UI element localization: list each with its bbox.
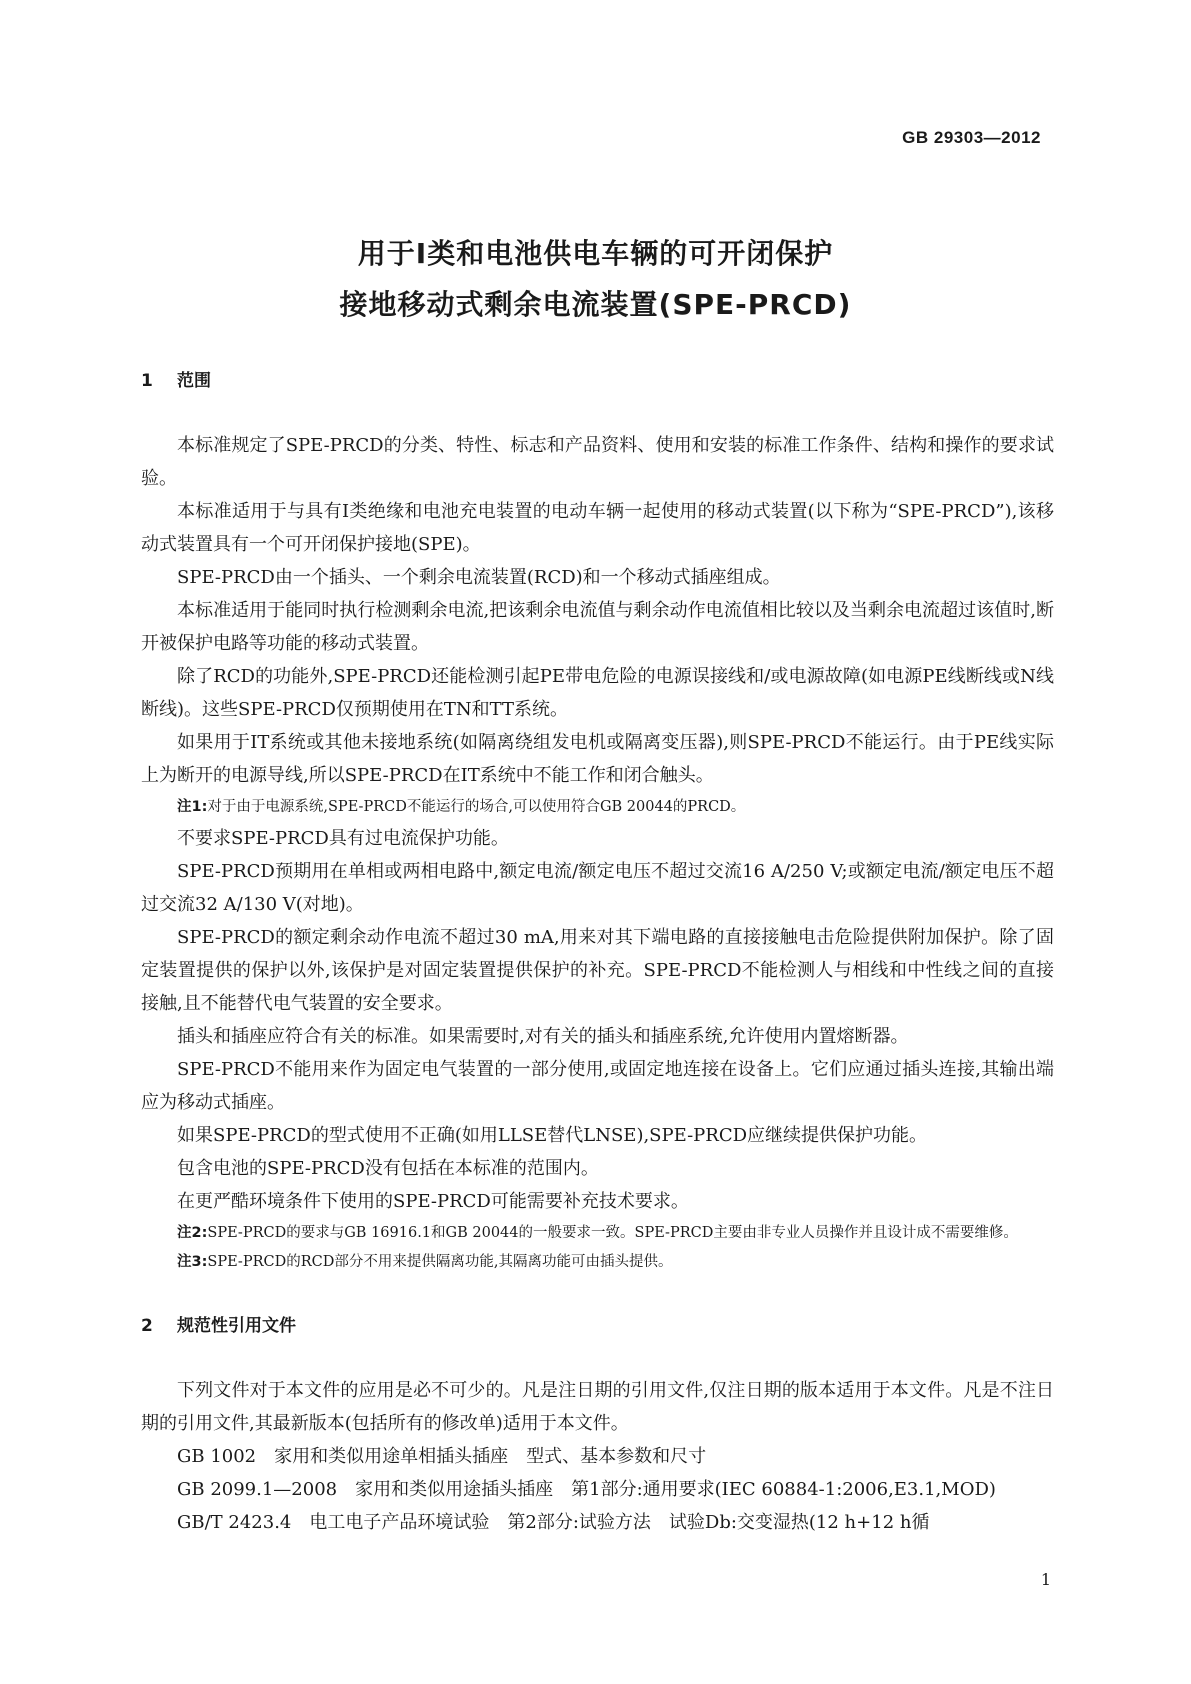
note-text: SPE-PRCD的要求与GB 16916.1和GB 20044的一般要求一致。SPE-PRCD主要由非专业人员操作并且设计成不需要维修。 [207, 1225, 1018, 1241]
document-title [0, 228, 1191, 330]
section-heading-normative-references [141, 1310, 1054, 1343]
note-text: 对于由于电源系统,SPE-PRCD不能运行的场合,可以使用符合GB 20044的PRCD。 [207, 799, 746, 815]
page-number: 1 [1040, 1570, 1051, 1589]
paragraph: SPE-PRCD由一个插头、一个剩余电流装置(RCD)和一个移动式插座组成。 [177, 567, 781, 588]
standard-code: GB 29303—2012 [902, 128, 1041, 147]
paragraph: 不要求SPE-PRCD具有过电流保护功能。 [177, 828, 509, 849]
note-label: 注2: [177, 1225, 208, 1241]
section-heading-scope [141, 365, 1054, 398]
paragraph: SPE-PRCD不能用来作为固定电气装置的一部分使用,或固定地连接在设备上。它们应通过插头连接,其输出端应为移动式插座。 [141, 1059, 1054, 1113]
paragraph: SPE-PRCD的额定剩余动作电流不超过30 mA,用来对其下端电路的直接接触电击危险提供附加保护。除了固定装置提供的保护以外,该保护是对固定装置提供保护的补充。SPE-PRCD不能检测人与相线和中性线之间的直接接触,且不能替代电气装置的安全要求。 [141, 927, 1054, 1014]
note-2 [141, 1219, 1054, 1247]
document-body [141, 365, 1054, 1539]
note-text: SPE-PRCD的RCD部分不用来提供隔离功能,其隔离功能可由插头提供。 [207, 1254, 673, 1270]
section-title: 范围 [177, 371, 211, 391]
paragraph: 如果SPE-PRCD的型式使用不正确(如用LLSE替代LNSE),SPE-PRCD应继续提供保护功能。 [177, 1125, 928, 1146]
paragraph: 插头和插座应符合有关的标准。如果需要时,对有关的插头和插座系统,允许使用内置熔断器。 [177, 1026, 909, 1047]
paragraph: 除了RCD的功能外,SPE-PRCD还能检测引起PE带电危险的电源误接线和/或电源故障(如电源PE线断线或N线断线)。这些SPE-PRCD仅预期使用在TN和TT系统。 [141, 666, 1054, 720]
section-number: 2 [141, 1316, 153, 1336]
paragraph: 本标准适用于能同时执行检测剩余电流,把该剩余电流值与剩余动作电流值相比较以及当剩余电流超过该值时,断开被保护电路等功能的移动式装置。 [141, 600, 1054, 654]
note-1 [141, 793, 1054, 821]
reference-item: GB 2099.1—2008 家用和类似用途插头插座 第1部分:通用要求(IEC 60884-1:2006,E3.1,MOD) [177, 1479, 996, 1500]
paragraph: 下列文件对于本文件的应用是必不可少的。凡是注日期的引用文件,仅注日期的版本适用于本文件。凡是不注日期的引用文件,其最新版本(包括所有的修改单)适用于本文件。 [141, 1380, 1054, 1434]
reference-item: GB 1002 家用和类似用途单相插头插座 型式、基本参数和尺寸 [177, 1446, 707, 1467]
note-label: 注1: [177, 799, 208, 815]
title-line-1: 用于Ⅰ类和电池供电车辆的可开闭保护 [357, 237, 834, 270]
paragraph: 包含电池的SPE-PRCD没有包括在本标准的范围内。 [177, 1158, 599, 1179]
paragraph: 在更严酷环境条件下使用的SPE-PRCD可能需要补充技术要求。 [177, 1191, 689, 1212]
section-number: 1 [141, 371, 153, 391]
section-title: 规范性引用文件 [177, 1316, 296, 1336]
note-label: 注3: [177, 1254, 208, 1270]
paragraph: SPE-PRCD预期用在单相或两相电路中,额定电流/额定电压不超过交流16 A/250 V;或额定电流/额定电压不超过交流32 A/130 V(对地)。 [141, 861, 1054, 915]
paragraph: 本标准适用于与具有Ⅰ类绝缘和电池充电装置的电动车辆一起使用的移动式装置(以下称为“SPE-PRCD”),该移动式装置具有一个可开闭保护接地(SPE)。 [141, 501, 1054, 555]
note-3 [141, 1248, 1054, 1276]
reference-list [141, 1440, 1054, 1539]
title-line-2: 接地移动式剩余电流装置(SPE-PRCD) [339, 288, 852, 321]
reference-item: GB/T 2423.4 电工电子产品环境试验 第2部分:试验方法 试验Db:交变湿热(12 h+12 h循 [177, 1512, 930, 1533]
paragraph: 如果用于IT系统或其他未接地系统(如隔离绕组发电机或隔离变压器),则SPE-PRCD不能运行。由于PE线实际上为断开的电源导线,所以SPE-PRCD在IT系统中不能工作和闭合触头。 [141, 732, 1054, 786]
paragraph: 本标准规定了SPE-PRCD的分类、特性、标志和产品资料、使用和安装的标准工作条件、结构和操作的要求试验。 [141, 435, 1054, 489]
